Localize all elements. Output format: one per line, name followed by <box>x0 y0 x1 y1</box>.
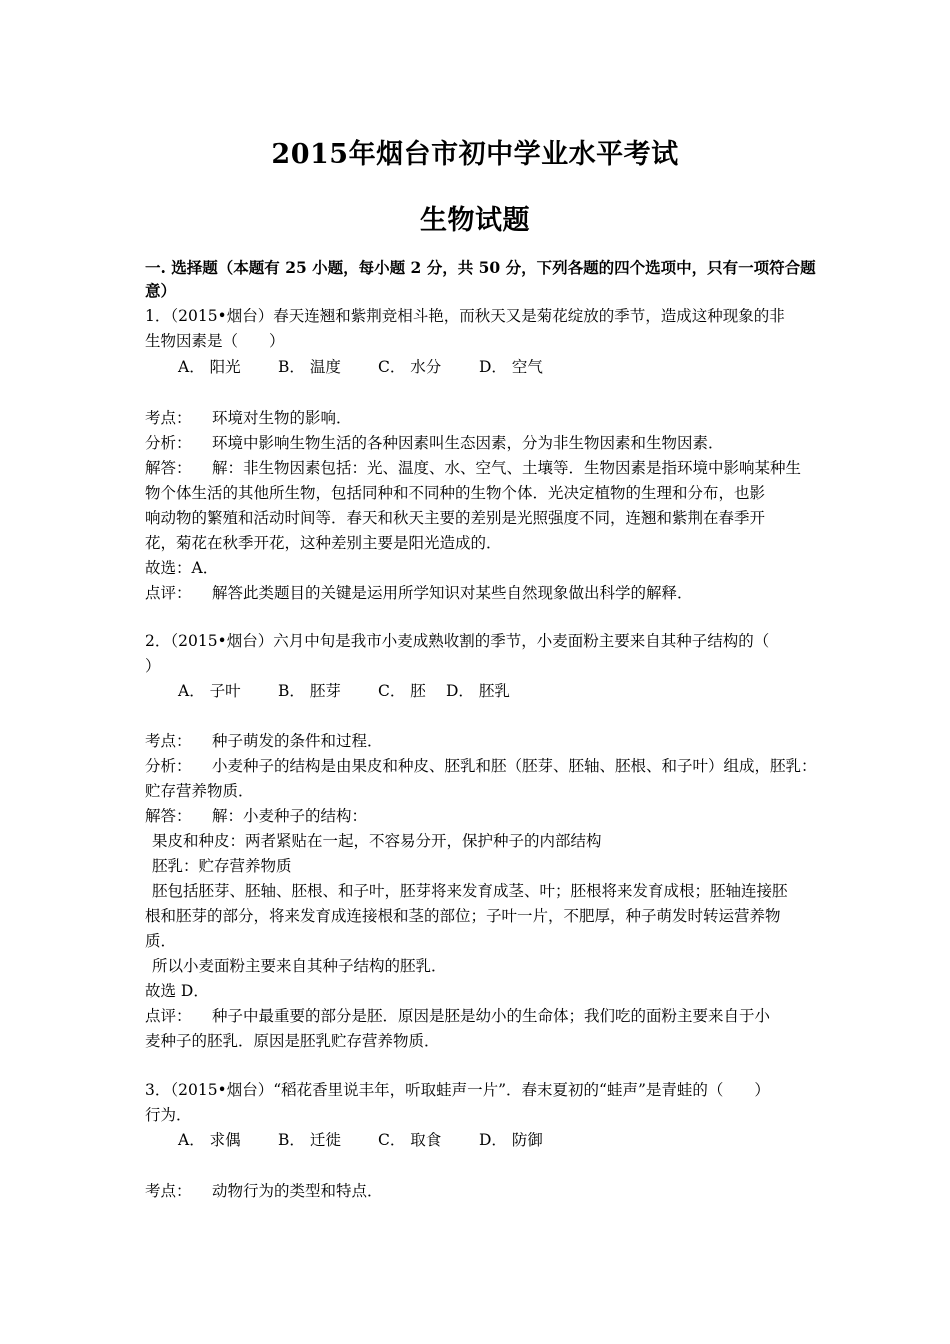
section-heading: 一. 选择题（本题有 25 小题，每小题 2 分，共 50 分，下列各题的四个选项中，只有一项符合题 <box>145 258 816 277</box>
q1-jieda-label: 解答： <box>145 459 192 477</box>
q2-jieda-cont: 所以小麦面粉主要来自其种子结构的胚乳． <box>152 957 447 975</box>
q1-jieda-cont: 花，菊花在秋季开花，这种差别主要是阳光造成的． <box>145 534 502 552</box>
q2-fenxi-cont: 贮存营养物质． <box>145 782 254 800</box>
q2-jieda: 解：小麦种子的结构： <box>212 807 368 825</box>
section-heading-cont: 意） <box>145 281 177 300</box>
q2-dianping-label: 点评： <box>145 1007 192 1025</box>
q1-answer: 故选：A． <box>145 559 219 577</box>
q2-answer: 故选 D． <box>145 982 209 1000</box>
q1-fenxi: 环境中影响生物生活的各种因素叫生态因素，分为非生物因素和生物因素． <box>212 434 724 452</box>
exam-subtitle: 生物试题 <box>420 205 530 236</box>
q1-option-c: C． 水分 <box>378 358 442 376</box>
q2-jieda-label: 解答： <box>145 807 192 825</box>
q1-option-b: B． 温度 <box>278 358 341 376</box>
q3-kaodian-label: 考点： <box>145 1182 192 1200</box>
q1-jieda-cont: 物个体生活的其他所生物，包括同种和不同种的生物个体．光决定植物的生理和分布，也影 <box>145 484 766 502</box>
q2-jieda-cont: 胚乳：贮存营养物质 <box>152 857 292 875</box>
q1-jieda: 解：非生物因素包括：光、温度、水、空气、土壤等．生物因素是指环境中影响某种生 <box>212 459 802 477</box>
q2-dianping: 种子中最重要的部分是胚．原因是胚是幼小的生命体；我们吃的面粉主要来自于小 <box>212 1007 771 1025</box>
q2-jieda-cont: 质． <box>145 932 177 950</box>
q1-stem: 1．（2015•烟台）春天连翘和紫荆竞相斗艳，而秋天又是菊花绽放的季节，造成这种现象的非 <box>145 307 785 325</box>
q2-option-d: D． 胚乳 <box>446 682 510 700</box>
q3-option-c: C． 取食 <box>378 1131 442 1149</box>
q3-option-b: B． 迁徙 <box>278 1131 341 1149</box>
q2-fenxi: 小麦种子的结构是由果皮和种皮、胚乳和胚（胚芽、胚轴、胚根、和子叶）组成，胚乳： <box>212 757 817 775</box>
q2-stem-cont: ） <box>145 657 161 675</box>
q2-dianping-cont: 麦种子的胚乳．原因是胚乳贮存营养物质． <box>145 1032 440 1050</box>
q1-option-d: D． 空气 <box>479 358 543 376</box>
q1-option-a: A． 阳光 <box>178 358 241 376</box>
exam-title: 2015年烟台市初中学业水平考试 <box>271 139 679 170</box>
q1-dianping-label: 点评： <box>145 584 192 602</box>
q2-jieda-cont: 根和胚芽的部分，将来发育成连接根和茎的部位；子叶一片，不肥厚，种子萌发时转运营养物 <box>145 907 781 925</box>
q2-stem: 2．（2015•烟台）六月中旬是我市小麦成熟收割的季节，小麦面粉主要来自其种子结构的（ <box>145 632 770 650</box>
q1-kaodian: 环境对生物的影响． <box>212 409 352 427</box>
q1-fenxi-label: 分析： <box>145 434 192 452</box>
q3-kaodian: 动物行为的类型和特点． <box>212 1182 383 1200</box>
q1-jieda-cont: 响动物的繁殖和活动时间等．春天和秋天主要的差别是光照强度不同，连翘和紫荆在春季开 <box>145 509 766 527</box>
q2-option-a: A． 子叶 <box>178 682 241 700</box>
q2-fenxi-label: 分析： <box>145 757 192 775</box>
q1-stem-cont: 生物因素是（ ） <box>145 332 285 350</box>
q3-option-a: A． 求偶 <box>178 1131 241 1149</box>
q3-option-d: D． 防御 <box>479 1131 543 1149</box>
q2-option-c: C． 胚 <box>378 682 426 700</box>
q3-stem: 3．（2015•烟台）“稻花香里说丰年，听取蛙声一片”．春末夏初的“蛙声”是青蛙的（ ） <box>145 1081 770 1099</box>
q2-jieda-cont: 果皮和种皮：两者紧贴在一起，不容易分开，保护种子的内部结构 <box>152 832 602 850</box>
q3-stem-cont: 行为． <box>145 1106 192 1124</box>
q1-dianping: 解答此类题目的关键是运用所学知识对某些自然现象做出科学的解释． <box>212 584 693 602</box>
q2-jieda-cont: 胚包括胚芽、胚轴、胚根、和子叶，胚芽将来发育成茎、叶；胚根将来发育成根；胚轴连接胚 <box>152 882 788 900</box>
q2-kaodian-label: 考点： <box>145 732 192 750</box>
q2-option-b: B． 胚芽 <box>278 682 341 700</box>
q2-kaodian: 种子萌发的条件和过程． <box>212 732 383 750</box>
q1-kaodian-label: 考点： <box>145 409 192 427</box>
